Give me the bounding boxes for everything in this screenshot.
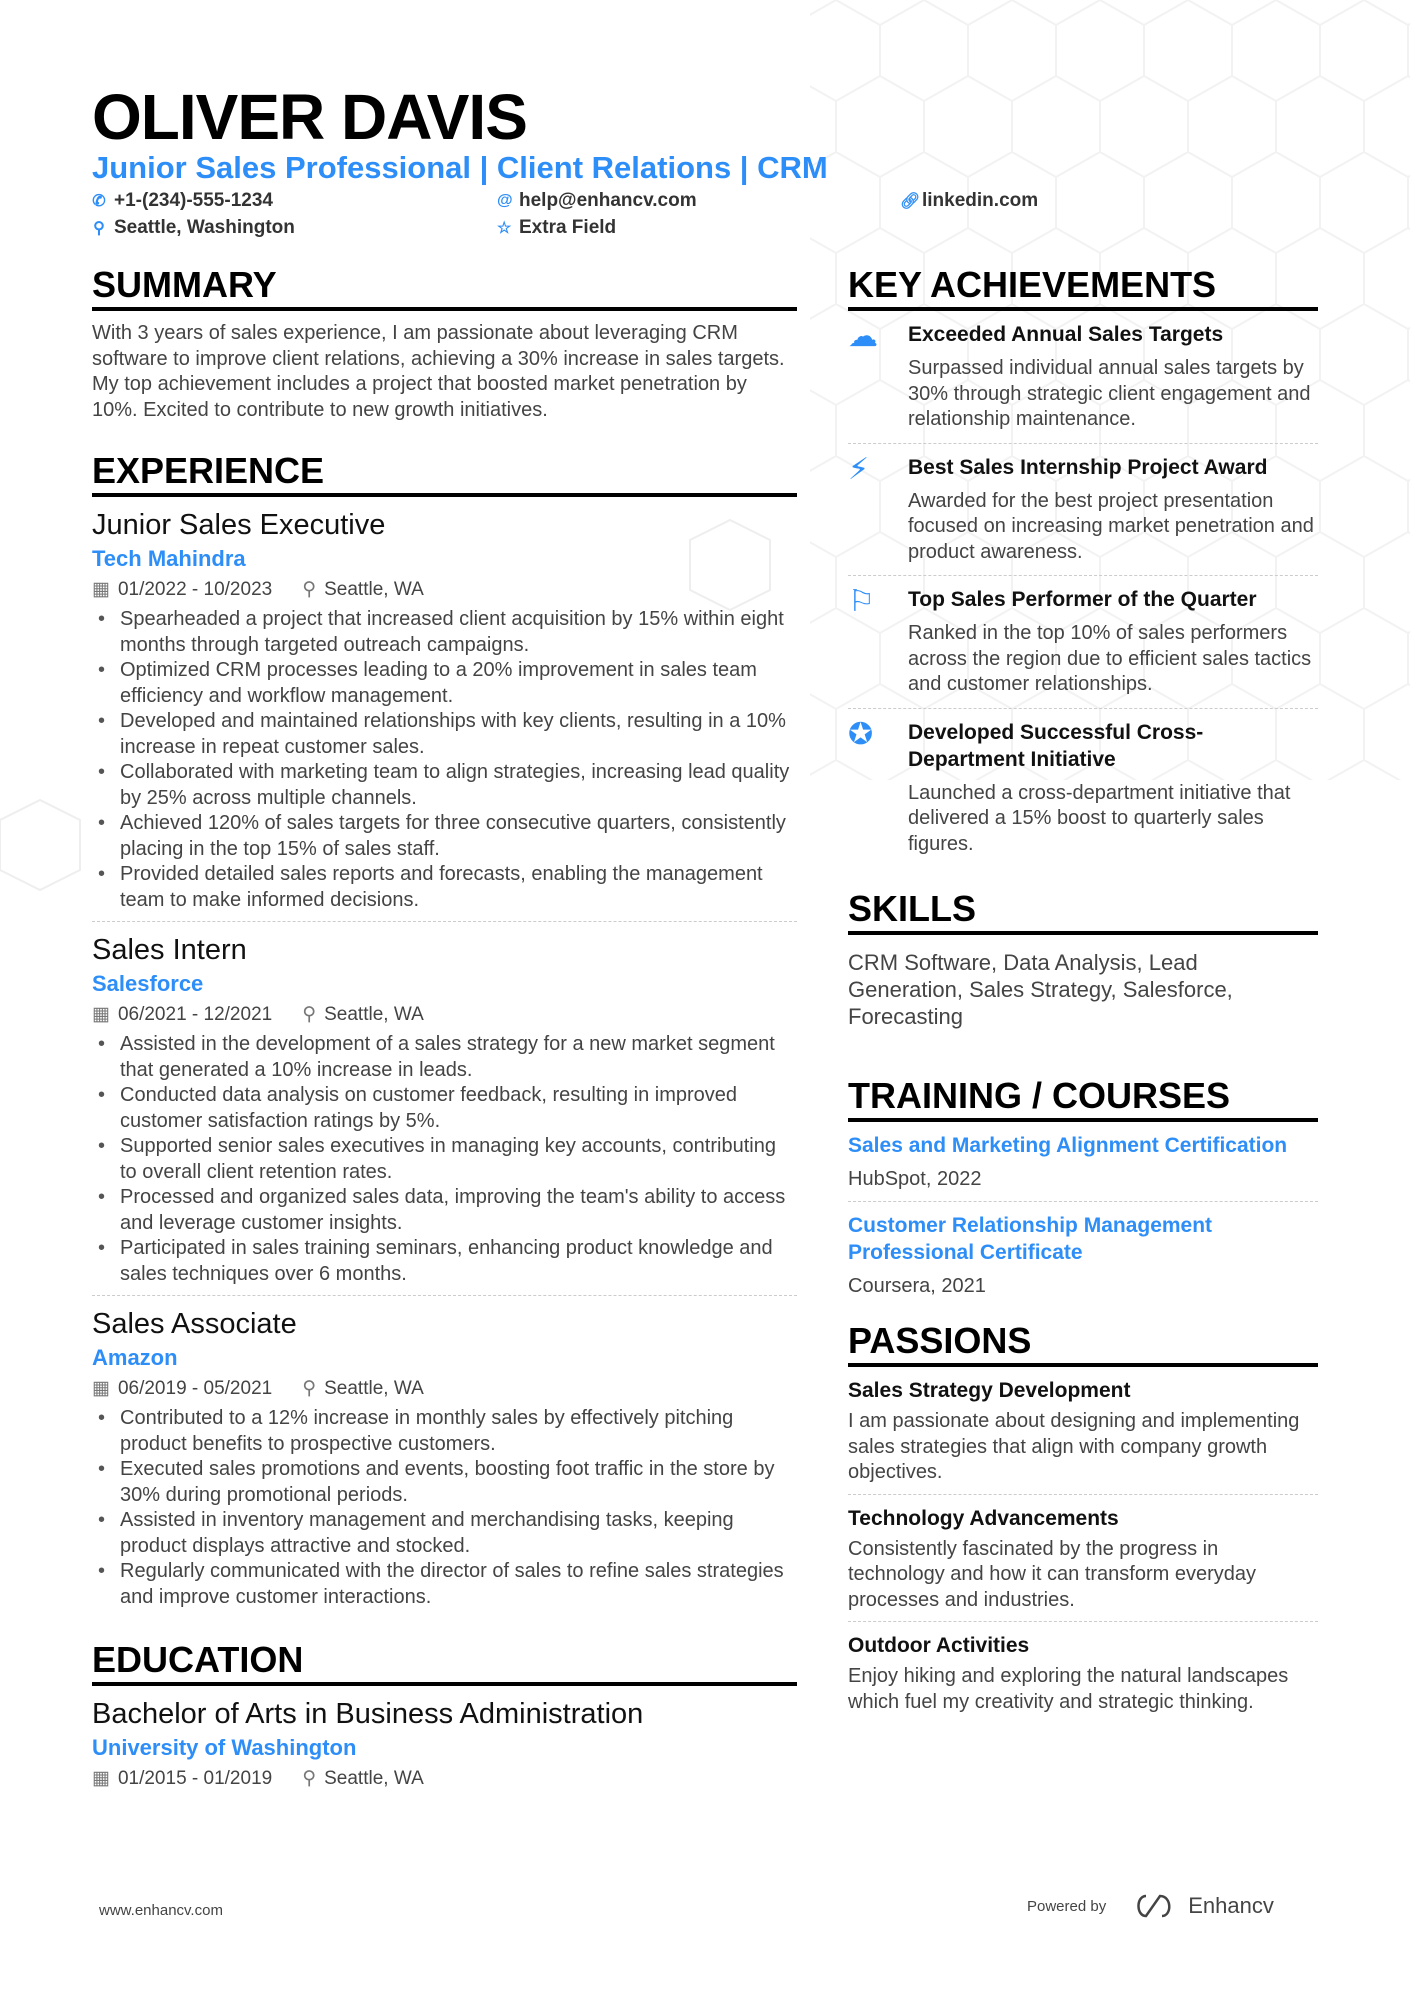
achievement-text: Launched a cross-department initiative that delivered a 15% boost to quarterly sales figures.: [908, 781, 1291, 855]
bullet-item: • Conducted data analysis on customer feedback, resulting in improved customer satisfaction ratings by 5%.: [92, 1083, 797, 1134]
passion-title: Sales Strategy Development: [848, 1379, 1131, 1402]
divider: [92, 921, 797, 922]
phone-icon: ✆: [92, 193, 106, 210]
job-title: Sales Associate: [92, 1308, 297, 1340]
bullet-item: • Executed sales promotions and events, boosting foot traffic in the store by 30% during promotional periods.: [92, 1457, 797, 1508]
course-title: Sales and Marketing Alignment Certification: [848, 1134, 1288, 1157]
bullet-item: • Processed and organized sales data, improving the team's ability to access and leverage customer insights.: [92, 1185, 797, 1236]
bullet-item: • Spearheaded a project that increased client acquisition by 15% within eight months through targeted outreach campaigns.: [92, 607, 797, 658]
divider: [848, 708, 1318, 709]
location: Seattle, WA: [324, 1378, 424, 1399]
divider: [92, 1295, 797, 1296]
degree: Bachelor of Arts in Business Administration: [92, 1698, 644, 1730]
bullet-item: • Developed and maintained relationships with key clients, resulting in a 10% increase in repeat customer sales.: [92, 709, 797, 760]
divider: [848, 1621, 1318, 1622]
job-entry: [92, 1306, 797, 1610]
passion-item: [848, 1377, 1318, 1486]
job-meta: [92, 1000, 797, 1030]
bullet-list: [92, 1032, 797, 1287]
contact-email[interactable]: [497, 190, 697, 212]
section-heading: SKILLS: [848, 889, 1318, 935]
extra-text: Extra Field: [519, 217, 617, 238]
company-name: Tech Mahindra: [92, 546, 246, 571]
divider: [848, 1201, 1318, 1202]
achievement-title: Developed Successful Cross-Department Initiative: [908, 720, 1204, 771]
calendar-icon: ▦: [92, 1378, 110, 1399]
section-heading: PASSIONS: [848, 1321, 1318, 1367]
left-column: [92, 265, 797, 1796]
right-column: [848, 265, 1318, 1715]
powered-by-text: Powered by: [1027, 1897, 1107, 1915]
location-pin-icon: ⚲: [302, 1004, 317, 1025]
training-section: [848, 1076, 1318, 1299]
education-meta: [92, 1764, 797, 1794]
bullet-item: • Collaborated with marketing team to align strategies, increasing lead quality by 25% across multiple channels.: [92, 760, 797, 811]
contact-linkedin[interactable]: [900, 190, 1038, 212]
calendar-icon: ▦: [92, 1768, 110, 1789]
passion-text: Consistently fascinated by the progress in technology and how it can transform everyday processes and industries.: [848, 1537, 1256, 1611]
location-pin-icon: ⚲: [93, 220, 105, 237]
at-icon: @: [497, 192, 513, 209]
achievement-text: Ranked in the top 10% of sales performers across the region due to efficient sales tactics and customer relationships.: [908, 622, 1312, 695]
bullet-item: • Assisted in inventory management and merchandising tasks, keeping product displays attractive and stocked.: [92, 1508, 797, 1559]
job-entry: [92, 932, 797, 1287]
dates: 06/2021 - 12/2021: [117, 1004, 273, 1025]
link-icon: 🔗︎: [900, 193, 921, 210]
location-text: Seattle, Washington: [114, 217, 295, 238]
footer-website[interactable]: www.enhancv.com: [99, 1902, 223, 1919]
candidate-title: Junior Sales Professional | Client Relations | CRM: [92, 150, 828, 185]
dates: 01/2022 - 10/2023: [117, 579, 273, 600]
achievement-text: Awarded for the best project presentation focused on increasing market penetration and product awareness.: [908, 489, 1314, 563]
job-entry: [92, 507, 797, 913]
divider: [848, 1494, 1318, 1495]
school: University of Washington: [92, 1735, 357, 1760]
email-text[interactable]: help@enhancv.com: [519, 190, 697, 211]
brain-icon: ☁: [848, 320, 878, 353]
course-title: Customer Relationship Management Professional Certificate: [848, 1213, 1213, 1264]
calendar-icon: ▦: [92, 1004, 110, 1025]
achievement-title: Exceeded Annual Sales Targets: [908, 323, 1224, 346]
contact-phone: [92, 190, 273, 212]
bullet-item: • Provided detailed sales reports and forecasts, enabling the management team to make informed decisions.: [92, 862, 797, 913]
achievement-title: Best Sales Internship Project Award: [908, 455, 1268, 479]
medal-icon: ✪: [848, 717, 874, 751]
bullet-item: • Achieved 120% of sales targets for three consecutive quarters, consistently placing in the top 15% of sales staff.: [92, 811, 797, 862]
location-pin-icon: ⚲: [302, 1378, 317, 1399]
bullet-item: • Optimized CRM processes leading to a 20% improvement in sales team efficiency and workflow management.: [92, 658, 797, 709]
section-heading: EXPERIENCE: [92, 451, 797, 497]
dates: 06/2019 - 05/2021: [117, 1378, 273, 1399]
achievement-item: [848, 313, 1318, 439]
bullet-list: [92, 607, 797, 913]
bullet-item: • Contributed to a 12% increase in monthly sales by effectively pitching product benefits to prospective customers.: [92, 1406, 797, 1457]
course-item: [848, 1132, 1318, 1193]
contact-location: [92, 217, 295, 239]
flag-icon: ⚐: [848, 585, 875, 618]
brand-text: Enhancv: [1188, 1893, 1274, 1918]
bullet-item: • Assisted in the development of a sales strategy for a new market segment that generated a 10% increase in leads.: [92, 1032, 797, 1083]
bullet-item: • Regularly communicated with the director of sales to refine sales strategies and improve customer interactions.: [92, 1559, 797, 1610]
calendar-icon: ▦: [92, 579, 110, 600]
summary-section: [92, 265, 797, 423]
job-title: Junior Sales Executive: [92, 509, 386, 541]
passion-title: Outdoor Activities: [848, 1634, 1030, 1657]
star-icon: ☆: [497, 220, 512, 237]
location-pin-icon: ⚲: [302, 579, 317, 600]
education-section: [92, 1640, 797, 1794]
company-name: Amazon: [92, 1345, 178, 1370]
course-org: Coursera, 2021: [848, 1274, 986, 1297]
achievements-section: [848, 265, 1318, 863]
location: Seattle, WA: [324, 1004, 424, 1025]
achievement-item: [848, 711, 1318, 864]
linkedin-text[interactable]: linkedin.com: [922, 190, 1039, 211]
bullet-list: [92, 1406, 797, 1610]
phone-text: +1-(234)-555-1234: [114, 190, 273, 211]
skills-text: CRM Software, Data Analysis, Lead Generation, Sales Strategy, Salesforce, Forecasting: [848, 950, 1233, 1029]
section-heading: SUMMARY: [92, 265, 797, 311]
course-item: [848, 1212, 1318, 1300]
contact-extra: [497, 217, 616, 239]
location: Seattle, WA: [324, 1768, 424, 1789]
achievement-title: Top Sales Performer of the Quarter: [908, 588, 1257, 611]
passion-text: Enjoy hiking and exploring the natural landscapes which fuel my creativity and strategic thinking.: [848, 1665, 1289, 1713]
location: Seattle, WA: [324, 579, 424, 600]
achievement-item: [848, 446, 1318, 572]
divider: [848, 443, 1318, 444]
bullet-item: • Supported senior sales executives in managing key accounts, contributing to overall client retention rates.: [92, 1134, 797, 1185]
skills-section: [848, 889, 1318, 1030]
bullet-item: • Participated in sales training seminars, enhancing product knowledge and sales techniques over 6 months.: [92, 1236, 797, 1287]
dates: 01/2015 - 01/2019: [117, 1768, 273, 1789]
achievement-item: [848, 578, 1318, 704]
section-heading: TRAINING / COURSES: [848, 1076, 1318, 1122]
company-name: Salesforce: [92, 971, 204, 996]
passion-title: Technology Advancements: [848, 1506, 1119, 1530]
lightning-icon: ⚡︎: [848, 452, 870, 486]
divider: [848, 575, 1318, 576]
job-meta: [92, 1374, 797, 1404]
enhancv-logo-icon: [1132, 1893, 1178, 1919]
summary-text: With 3 years of sales experience, I am passionate about leveraging CRM software to improve client relations, achieving a 30% increase in sales targets. My top achievement includes a project that boosted market penetration by 10%. Excited to contribute to new growth initiatives.: [92, 322, 785, 421]
passions-section: [848, 1321, 1318, 1715]
enhancv-logo[interactable]: [1132, 1893, 1274, 1919]
passion-item: [848, 1632, 1318, 1715]
experience-section: [92, 451, 797, 1610]
section-heading: EDUCATION: [92, 1640, 797, 1686]
job-title: Sales Intern: [92, 934, 247, 966]
passion-item: [848, 1505, 1318, 1614]
section-heading: KEY ACHIEVEMENTS: [848, 265, 1318, 311]
course-org: HubSpot, 2022: [848, 1168, 982, 1190]
candidate-name: OLIVER DAVIS: [92, 81, 527, 153]
job-meta: [92, 575, 797, 605]
passion-text: I am passionate about designing and implementing sales strategies that align with company growth objectives.: [848, 1410, 1300, 1483]
footer-powered: [1027, 1893, 1274, 1919]
achievement-text: Surpassed individual annual sales targets by 30% through strategic client engagement and relationship maintenance.: [908, 357, 1311, 430]
location-pin-icon: ⚲: [302, 1768, 317, 1789]
